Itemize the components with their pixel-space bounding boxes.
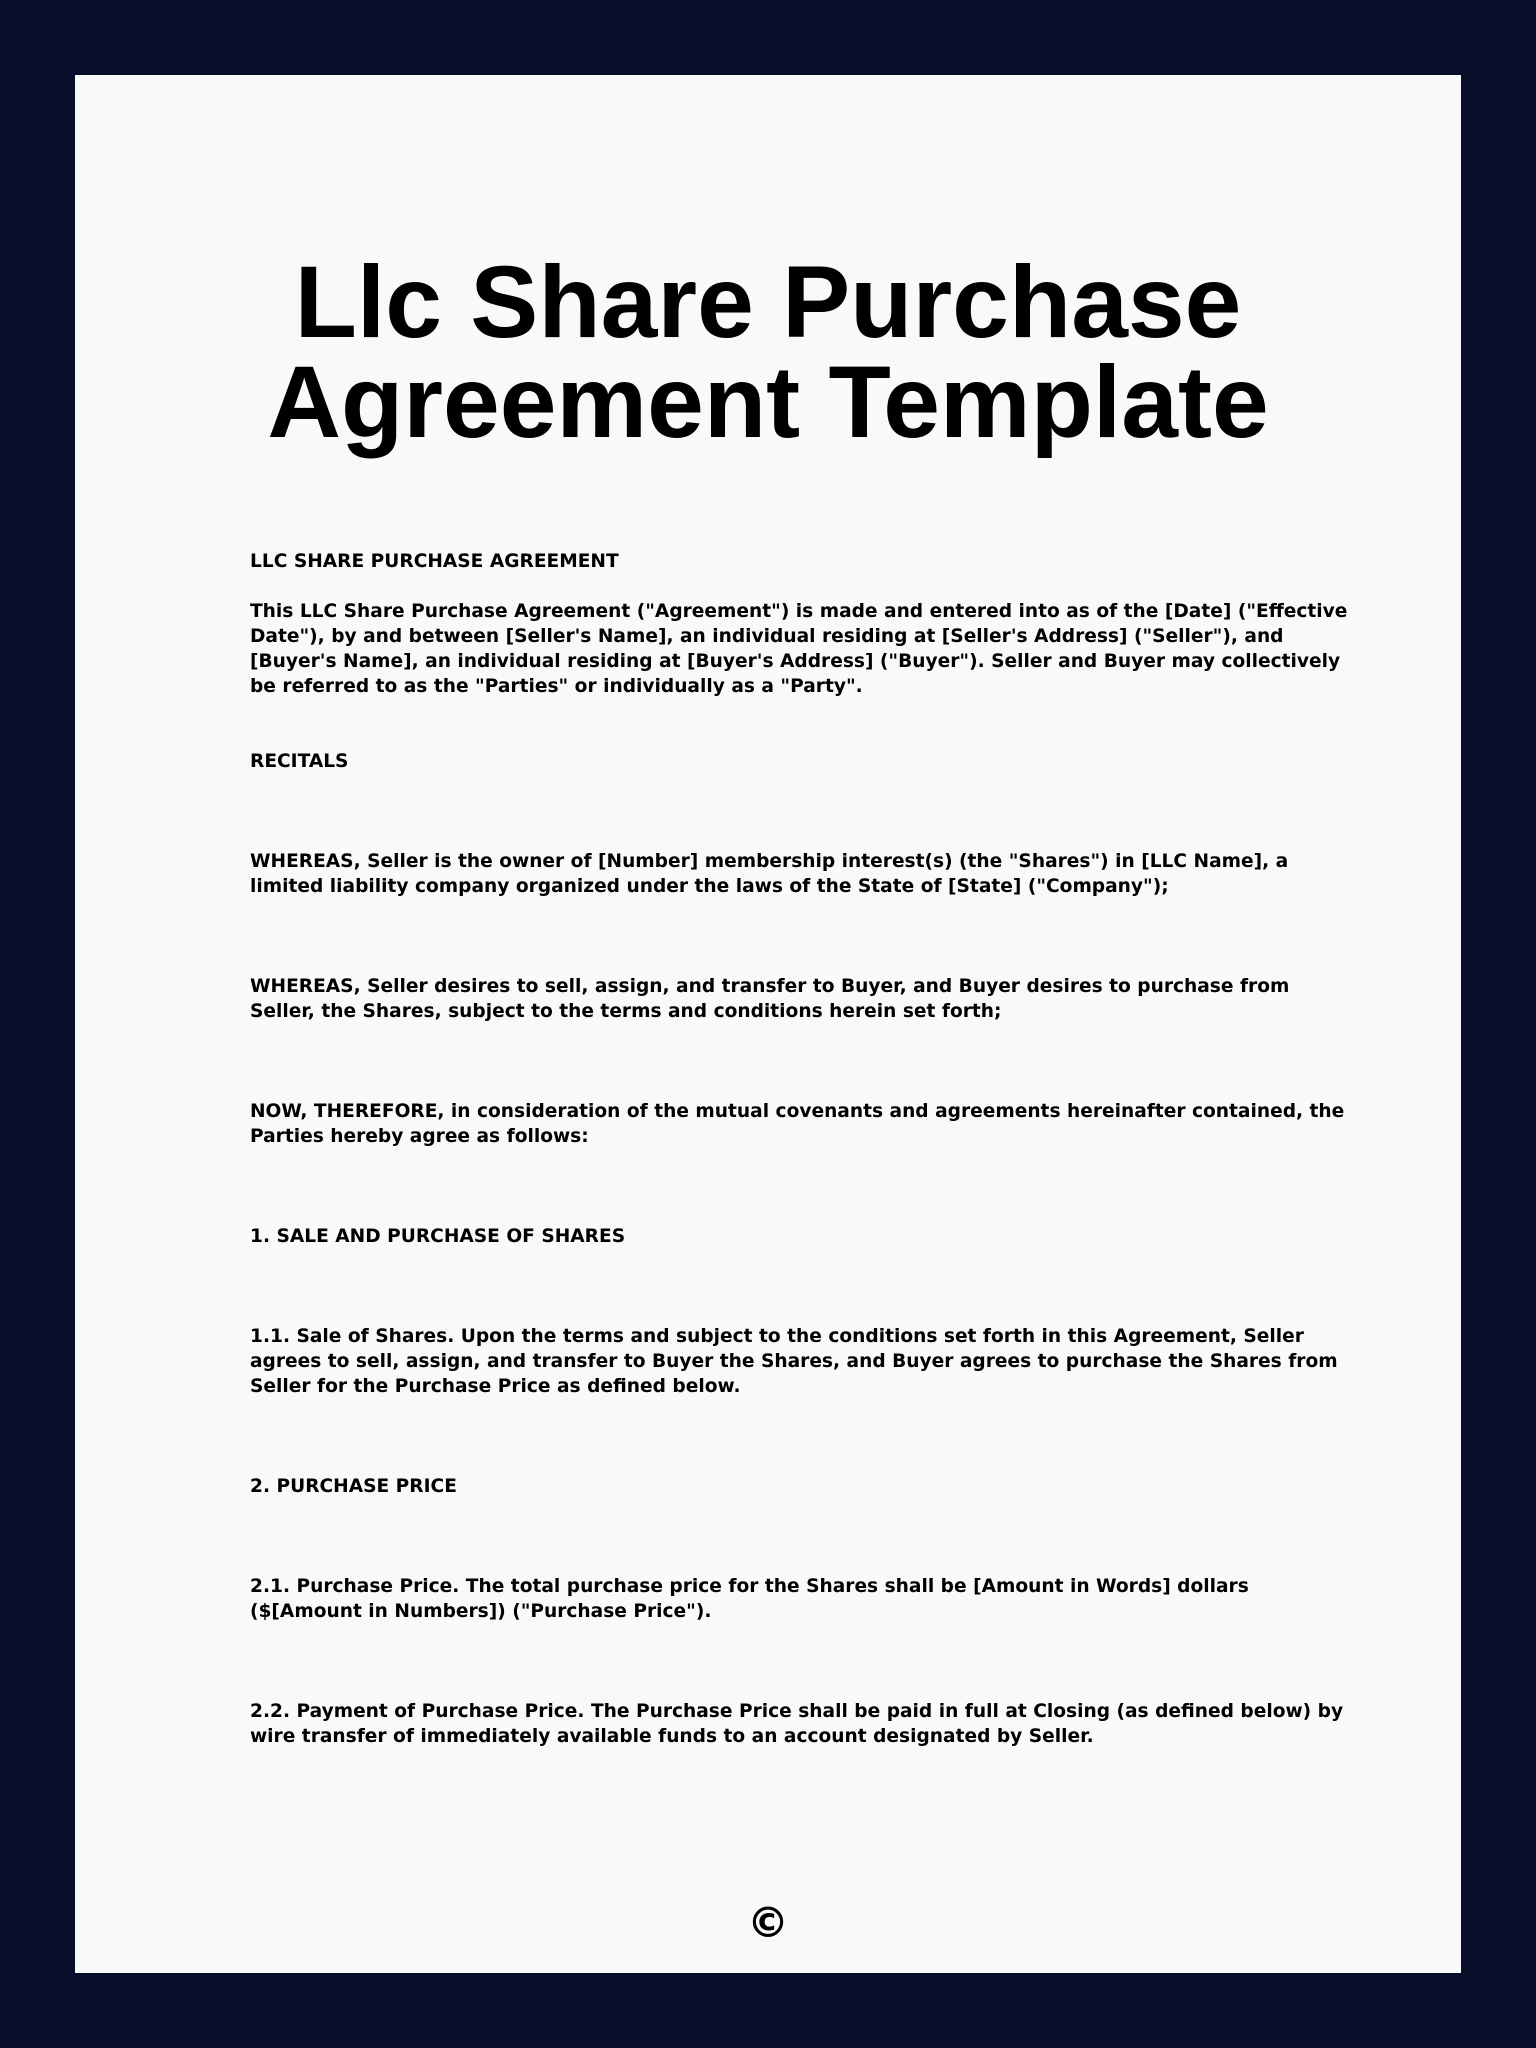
title-line-2: Agreement Template: [267, 345, 1269, 459]
paragraph-section-1-1: 1.1. Sale of Shares. Upon the terms and subject to the conditions set forth in this Agreement, Seller agrees to sell, assign, and transfer to Buyer the Shares, and Buyer agrees to purchase the Shares from Seller for the Purchase Price as defined below.: [250, 1326, 1338, 1397]
heading-agreement: LLC SHARE PURCHASE AGREEMENT: [250, 551, 619, 572]
copyright-icon: ©: [747, 1898, 789, 1947]
heading-section-1: 1. SALE AND PURCHASE OF SHARES: [250, 1226, 626, 1247]
heading-section-2: 2. PURCHASE PRICE: [250, 1476, 457, 1497]
document-page: [75, 75, 1461, 1973]
paragraph-intro: This LLC Share Purchase Agreement ("Agreement") is made and entered into as of the [Date] ("Effective Date"), by and between [Seller's Name], an individual residing at [Seller's Address] ("Seller"), and [Buyer's Name], an individual residing at [Buyer's Address] ("Buyer"). Seller and Buyer may collectively be referred to as the "Parties" or individually as a "Party".: [250, 601, 1348, 697]
title-line-1: Llc Share Purchase: [294, 245, 1242, 359]
paragraph-whereas-2: WHEREAS, Seller desires to sell, assign, and transfer to Buyer, and Buyer desires to purchase from Seller, the Shares, subject to the terms and conditions herein set forth;: [250, 976, 1290, 1022]
paragraph-section-2-1: 2.1. Purchase Price. The total purchase price for the Shares shall be [Amount in Words] dollars ($[Amount in Numbers]) ("Purchase Price").: [250, 1576, 1249, 1622]
paragraph-now-therefore: NOW, THEREFORE, in consideration of the mutual covenants and agreements hereinafter contained, the Parties hereby agree as follows:: [250, 1101, 1345, 1147]
heading-recitals: RECITALS: [250, 751, 349, 772]
document-title: [75, 245, 1461, 459]
paragraph-section-2-2: 2.2. Payment of Purchase Price. The Purchase Price shall be paid in full at Closing (as defined below) by wire transfer of immediately available funds to an account designated by Seller.: [250, 1701, 1344, 1747]
paragraph-whereas-1: WHEREAS, Seller is the owner of [Number] membership interest(s) (the "Shares") in [LLC Name], a limited liability company organized under the laws of the State of [State] ("Company");: [250, 851, 1289, 897]
